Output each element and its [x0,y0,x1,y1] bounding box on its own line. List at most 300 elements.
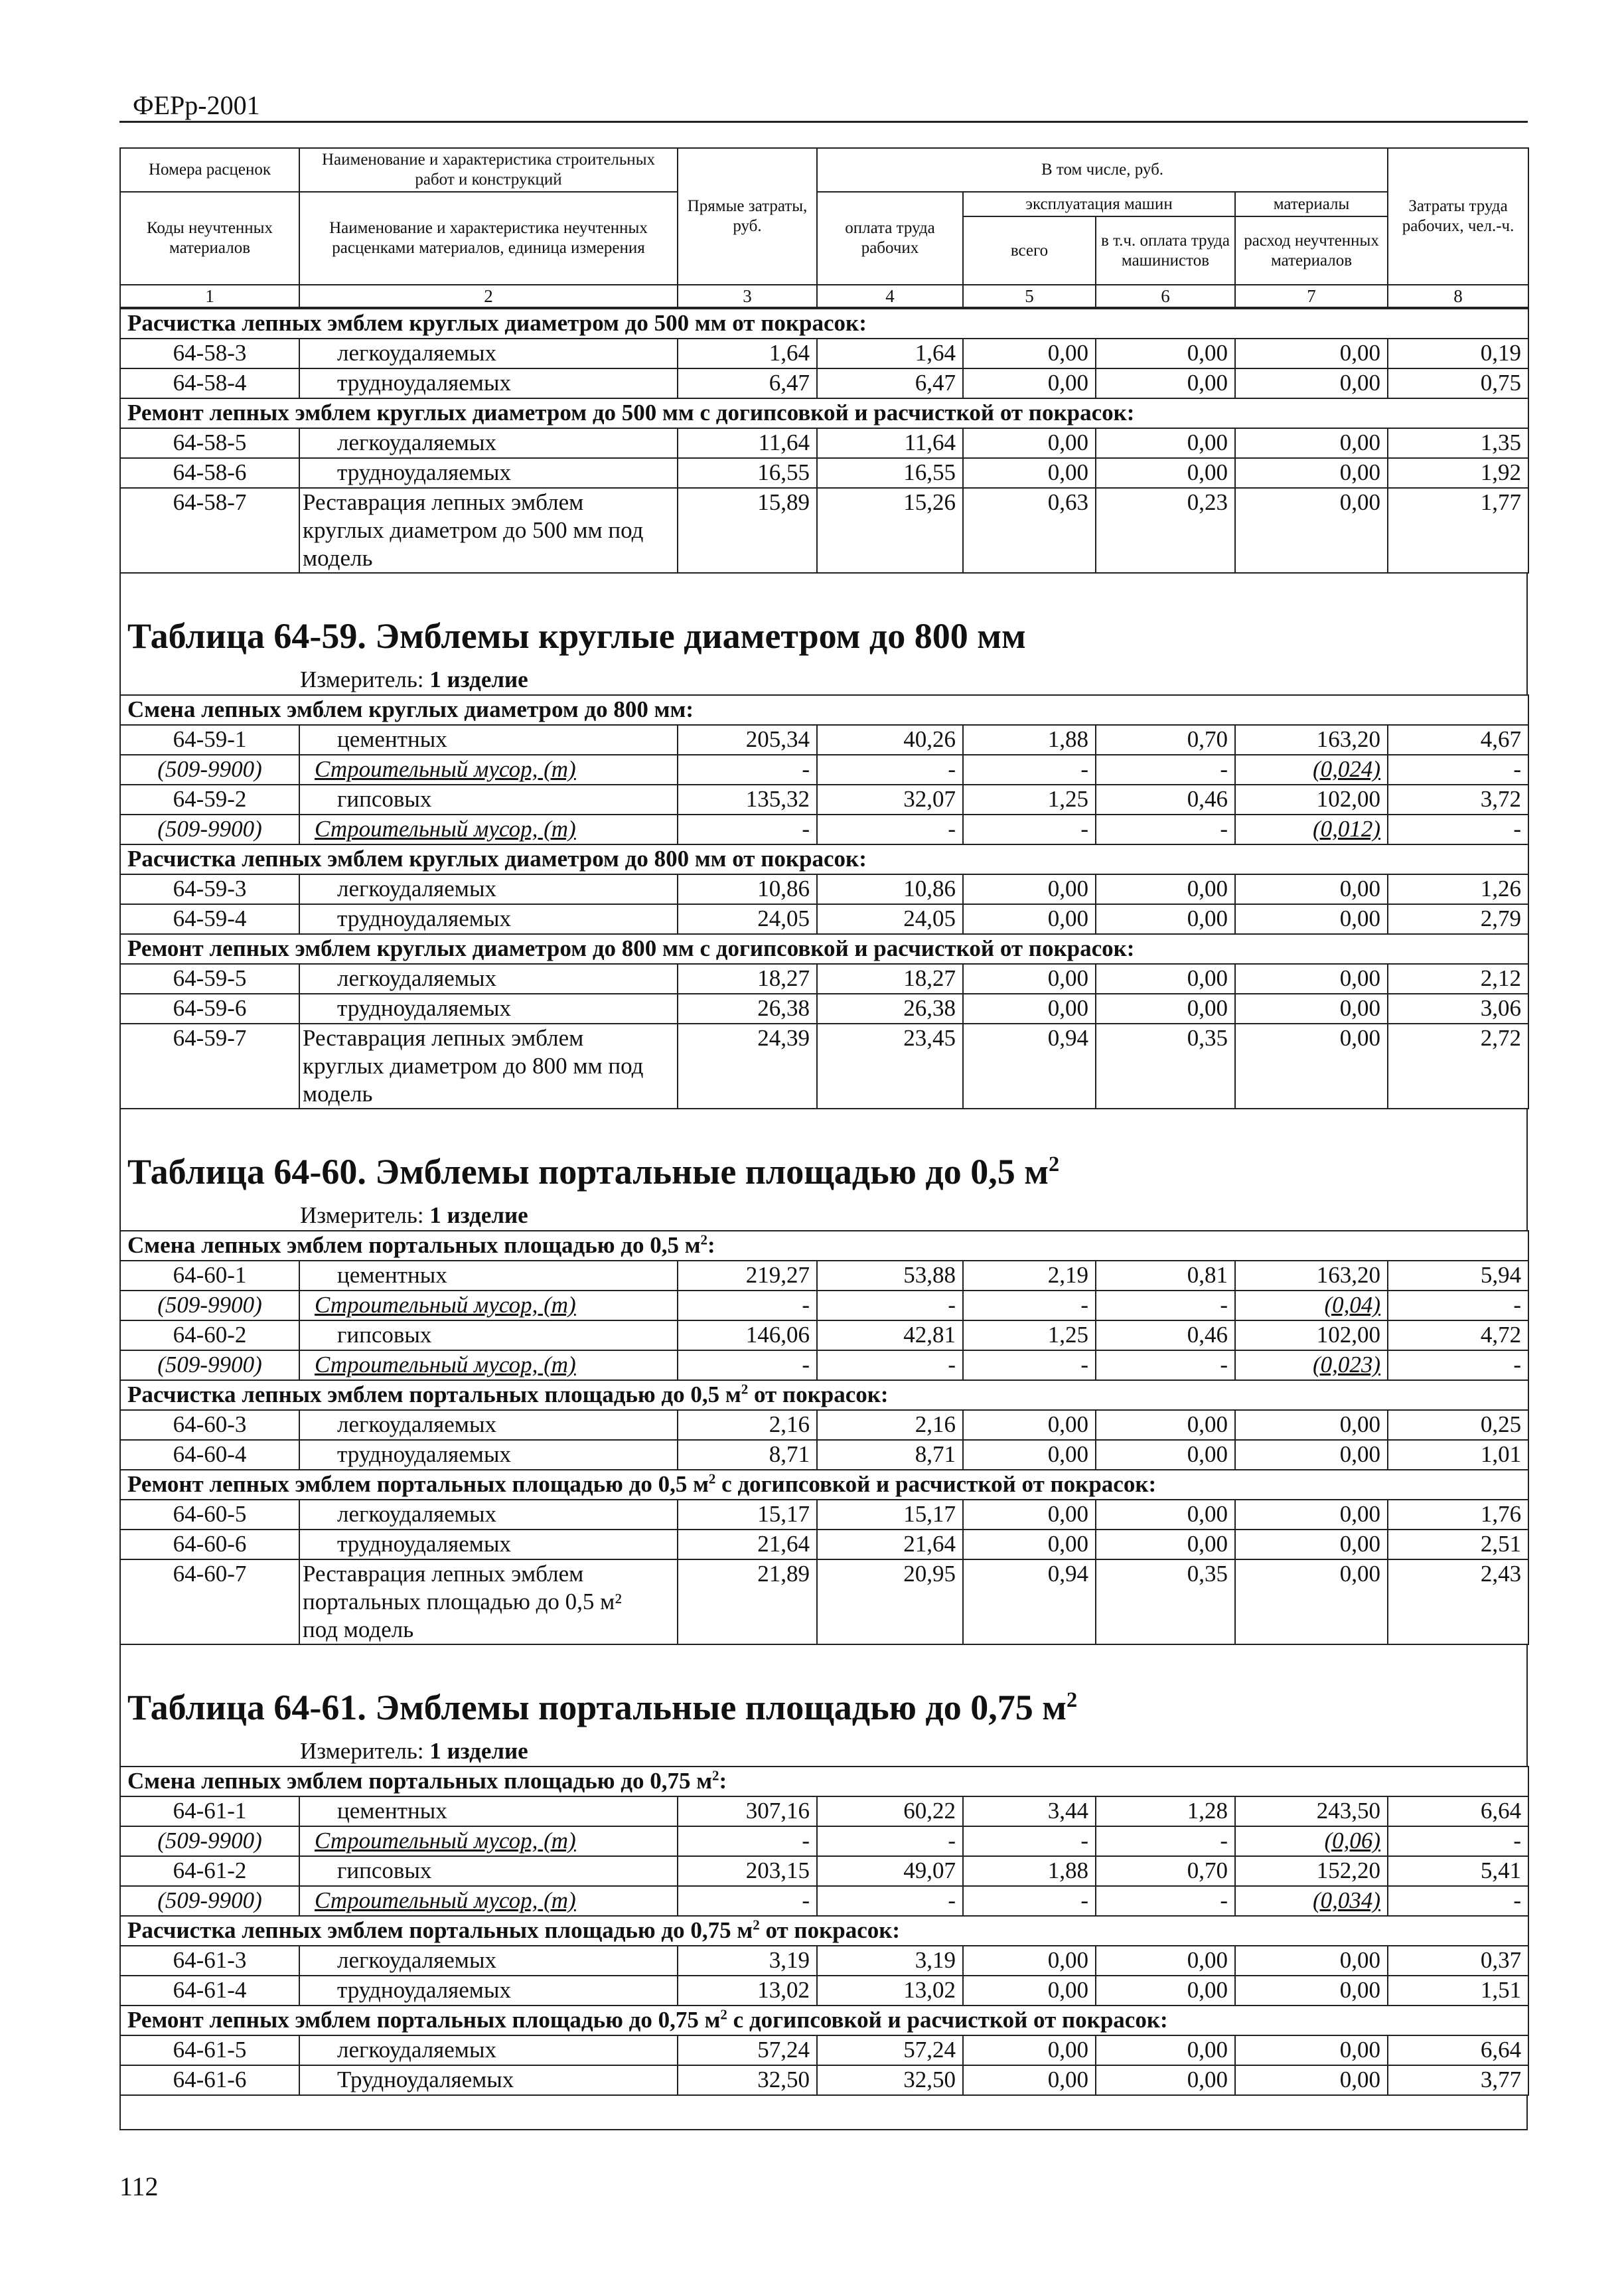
machinist-pay-value-text: 0,00 [1187,1977,1228,2003]
labor-hours-value [1388,368,1528,398]
rate-row [120,874,1528,904]
labor-pay-value-text: 1,64 [915,340,956,366]
machinist-pay-value-text: 0,00 [1187,995,1228,1021]
work-name-text: Строительный мусор, (т) [315,1352,576,1378]
section-heading-row [120,1470,1528,1500]
materials-value-text: (0,024) [1312,756,1380,782]
materials-value-text: (0,06) [1324,1828,1380,1853]
direct-cost-value [678,428,817,458]
machinist-pay-value [1096,1856,1235,1886]
work-name-text: трудноудаляемых [337,1531,511,1557]
work-name [299,2035,678,2065]
work-name-line: Реставрация лепных эмблем [303,1561,584,1587]
machines-total-value-text: 3,44 [1047,1798,1088,1824]
materials-value [1235,1826,1388,1856]
labor-hours-value [1388,1886,1528,1916]
labor-pay-value [817,1500,963,1530]
labor-hours-value-text: 4,67 [1480,726,1521,752]
work-name-text: Строительный мусор, (т) [315,1828,576,1853]
machines-total-value [963,368,1096,398]
labor-hours-value [1388,785,1528,815]
machinist-pay-value-text: 0,35 [1187,1025,1228,1051]
labor-hours-value [1388,428,1528,458]
machinist-pay-value [1096,1291,1235,1320]
direct-cost-value [678,1946,817,1976]
machines-total-value [963,1410,1096,1440]
machinist-pay-value [1096,964,1235,994]
labor-pay-value-text: - [948,816,956,842]
col-number: 1 [120,285,299,307]
labor-pay-value-text: - [948,1887,956,1913]
machinist-pay-value-text: 0,00 [1187,2067,1228,2092]
work-name [299,1500,678,1530]
section-heading-row [120,2006,1528,2035]
labor-hours-value-text: 2,79 [1480,906,1521,931]
work-name [299,1796,678,1826]
machines-total-value [963,1559,1096,1644]
labor-hours-value-text: 0,75 [1480,370,1522,396]
machines-total-value-text: 0,00 [1047,1531,1088,1557]
work-name [299,368,678,398]
section-heading-superscript: 2 [741,1381,749,1397]
labor-hours-value [1388,488,1528,573]
machines-total-value-text: 0,00 [1047,1441,1088,1467]
materials-value-text: 0,00 [1339,965,1380,991]
materials-value-text: 163,20 [1316,726,1380,752]
materials-value-text: 0,00 [1339,995,1380,1021]
direct-cost-value [678,1350,817,1380]
machines-total-value [963,1320,1096,1350]
page-number: 112 [119,2171,159,2201]
rates-table [119,1230,1529,1645]
direct-cost-value [678,1440,817,1470]
machinist-pay-value-text: 0,46 [1187,786,1228,812]
direct-cost-value [678,904,817,934]
materials-value [1235,1291,1388,1320]
rate-row [120,1856,1528,1886]
machinist-pay-value-text: 0,00 [1187,430,1228,455]
section-heading-superscript: 2 [712,1767,719,1784]
machines-total-value [963,1826,1096,1856]
materials-value [1235,1261,1388,1291]
measure-label: Измеритель: [300,667,424,692]
machines-total-value-text: 0,00 [1047,2037,1088,2063]
col-header-machine-operation: эксплуатация машин [963,192,1235,216]
work-name [299,2065,678,2095]
materials-value [1235,815,1388,844]
direct-cost-value-text: 16,55 [757,459,810,485]
rate-code: 64-61-1 [120,1796,299,1826]
machinist-pay-value [1096,725,1235,755]
labor-pay-value-text: 60,22 [903,1798,956,1824]
labor-hours-value-text: 2,43 [1480,1561,1522,1587]
machines-total-value-text: 0,00 [1047,1977,1088,2003]
col-header-unaccounted-codes: Коды неучтенных материалов [120,192,299,285]
labor-pay-value [817,339,963,368]
labor-pay-value [817,1410,963,1440]
labor-hours-value [1388,1946,1528,1976]
labor-pay-value-text: 15,17 [903,1501,956,1527]
direct-cost-value-text: 11,64 [758,430,810,455]
materials-value [1235,458,1388,488]
machinist-pay-value [1096,1826,1235,1856]
work-name [299,874,678,904]
work-name [299,339,678,368]
labor-pay-value-text: 3,19 [915,1947,956,1973]
work-name-text: легкоудаляемых [337,340,496,366]
col-header-labor-pay: оплата труда рабочих [817,192,963,285]
labor-pay-value [817,1886,963,1916]
materials-value-text: 0,00 [1339,876,1380,902]
labor-pay-value [817,994,963,1024]
work-name [299,1261,678,1291]
machines-total-value [963,815,1096,844]
work-name-text: легкоудаляемых [337,965,496,991]
machinist-pay-value-text: 0,00 [1187,459,1228,485]
rate-code: 64-60-6 [120,1530,299,1559]
machinist-pay-value-text: 0,70 [1187,726,1228,752]
direct-cost-value [678,1826,817,1856]
work-name [299,1350,678,1380]
rate-row [120,368,1528,398]
direct-cost-value-text: 21,89 [757,1561,810,1587]
material-code: (509-9900) [120,1826,299,1856]
labor-pay-value-text: 18,27 [903,965,956,991]
labor-hours-value [1388,904,1528,934]
section-heading-tail: : [719,1768,727,1794]
machines-total-value-text: - [1080,1292,1088,1318]
labor-hours-value-text: 6,64 [1480,1798,1522,1824]
labor-hours-value [1388,964,1528,994]
material-code: (509-9900) [120,755,299,785]
materials-value-text: (0,023) [1312,1352,1380,1378]
work-name-text: гипсовых [337,1322,432,1348]
direct-cost-value-text: 135,32 [745,786,810,812]
materials-value-text: 0,00 [1339,489,1380,515]
labor-hours-value [1388,1530,1528,1559]
section-heading-text: Ремонт лепных эмблем круглых диаметром до 800 мм с догипсовкой и расчисткой от покрасок: [127,935,1135,961]
labor-pay-value [817,1856,963,1886]
work-name-line: модель [303,1081,373,1107]
col-number: 2 [299,285,678,307]
machines-total-value [963,994,1096,1024]
machinist-pay-value-text: 0,00 [1187,2037,1228,2063]
labor-hours-value [1388,725,1528,755]
materials-value [1235,368,1388,398]
machines-total-value-text: 0,63 [1047,489,1088,515]
labor-hours-value-text: 2,51 [1480,1531,1522,1557]
table-title [119,599,1528,665]
labor-pay-value-text: - [948,1352,956,1378]
work-name-line: Реставрация лепных эмблем [303,489,584,515]
machinist-pay-value [1096,874,1235,904]
direct-cost-value [678,339,817,368]
section-heading-text: Расчистка лепных эмблем портальных площадью до 0,75 м [127,1917,753,1943]
work-name [299,1320,678,1350]
machinist-pay-value [1096,815,1235,844]
rate-row [120,1500,1528,1530]
rate-code: 64-59-7 [120,1024,299,1109]
labor-pay-value [817,964,963,994]
rate-code: 64-61-3 [120,1946,299,1976]
labor-pay-value-text: 21,64 [903,1531,956,1557]
work-name-line: круглых диаметром до 500 мм под [303,517,644,543]
labor-pay-value [817,725,963,755]
section-heading-text: Смена лепных эмблем портальных площадью до 0,75 м [127,1768,713,1794]
machinist-pay-value [1096,1350,1235,1380]
machines-total-value [963,1886,1096,1916]
direct-cost-value-text: 10,86 [757,876,810,902]
materials-value [1235,1976,1388,2006]
work-name [299,904,678,934]
labor-hours-value-text: 5,41 [1480,1857,1522,1883]
machinist-pay-value-text: 0,81 [1187,1262,1228,1288]
work-name-line: под модель [303,1616,414,1642]
materials-value-text: 0,00 [1339,459,1380,485]
section-heading-text: Расчистка лепных эмблем портальных площадью до 0,5 м [127,1381,741,1407]
work-name-text: Строительный мусор, (т) [315,1292,576,1318]
materials-value-text: 0,00 [1339,1561,1380,1587]
work-name-line: круглых диаметром до 800 мм под [303,1053,644,1079]
section-heading-superscript: 2 [720,2006,727,2023]
machines-total-value [963,2065,1096,2095]
rate-code: 64-58-7 [120,488,299,573]
rate-row [120,1440,1528,1470]
section-heading [120,1916,1528,1946]
direct-cost-value-text: 32,50 [757,2067,810,2092]
labor-pay-value-text: 53,88 [903,1262,956,1288]
machines-total-value-text: 0,00 [1047,876,1088,902]
col-number: 5 [963,285,1096,307]
machinist-pay-value [1096,2065,1235,2095]
section-heading-row [120,1916,1528,1946]
rate-row [120,428,1528,458]
materials-value [1235,725,1388,755]
direct-cost-value-text: - [802,1828,810,1853]
direct-cost-value-text: 13,02 [757,1977,810,2003]
work-name-text: Трудноудаляемых [337,2067,514,2092]
labor-hours-value-text: - [1513,1352,1522,1378]
machines-total-value-text: 2,19 [1047,1262,1088,1288]
section-heading-text: Ремонт лепных эмблем портальных площадью до 0,5 м [127,1471,709,1497]
direct-cost-value-text: 15,89 [757,489,810,515]
machines-total-value-text: 1,25 [1047,786,1088,812]
labor-hours-value [1388,1410,1528,1440]
direct-cost-value-text: - [802,756,810,782]
rate-row [120,1320,1528,1350]
materials-value [1235,428,1388,458]
labor-pay-value [817,1530,963,1559]
work-name-text: легкоудаляемых [337,876,496,902]
work-name-text: Строительный мусор, (т) [315,1887,576,1913]
labor-pay-value-text: - [948,1828,956,1853]
direct-cost-value [678,1500,817,1530]
section-heading [120,2006,1528,2035]
machines-total-value [963,964,1096,994]
labor-pay-value-text: 23,45 [903,1025,956,1051]
work-name [299,1856,678,1886]
labor-pay-value [817,1320,963,1350]
machines-total-value [963,428,1096,458]
machines-total-value [963,458,1096,488]
rate-row [120,488,1528,573]
machines-total-value [963,1530,1096,1559]
labor-hours-value-text: - [1513,1828,1522,1853]
direct-cost-value [678,2065,817,2095]
direct-cost-value [678,1261,817,1291]
machines-total-value [963,904,1096,934]
machinist-pay-value-text: - [1220,1292,1228,1318]
labor-hours-value [1388,2035,1528,2065]
machinist-pay-value-text: - [1220,1828,1228,1853]
materials-value [1235,1320,1388,1350]
work-name [299,1291,678,1320]
machines-total-value-text: 0,00 [1047,965,1088,991]
section-heading-row [120,695,1528,725]
labor-pay-value [817,368,963,398]
materials-value [1235,1886,1388,1916]
rate-code: 64-58-4 [120,368,299,398]
materials-value [1235,785,1388,815]
machinist-pay-value [1096,785,1235,815]
labor-hours-value-text: 3,72 [1480,786,1521,812]
section-heading-text: Ремонт лепных эмблем круглых диаметром до 500 мм с догипсовкой и расчисткой от покрасок: [127,400,1135,426]
labor-pay-value-text: 42,81 [903,1322,956,1348]
machines-total-value-text: 0,00 [1047,1501,1088,1527]
rate-code: 64-60-2 [120,1320,299,1350]
machinist-pay-value-text: 0,00 [1187,1531,1228,1557]
section-heading-tail: с догипсовкой и расчисткой от покрасок: [715,1471,1157,1497]
materials-value-text: (0,04) [1324,1292,1380,1318]
measure-label: Измеритель: [300,1738,424,1764]
labor-hours-value [1388,1856,1528,1886]
work-name [299,458,678,488]
machines-total-value-text: 1,88 [1047,1857,1088,1883]
machinist-pay-value-text: 0,00 [1187,1411,1228,1437]
rates-table [119,694,1529,1109]
direct-cost-value-text: - [802,1352,810,1378]
rate-row [120,785,1528,815]
rate-row [120,964,1528,994]
machinist-pay-value [1096,1410,1235,1440]
machines-total-value [963,1976,1096,2006]
labor-hours-value-text: - [1513,1292,1522,1318]
materials-value [1235,755,1388,785]
measure-label: Измеритель: [300,1202,424,1228]
machines-total-value [963,1024,1096,1109]
labor-pay-value-text: 11,64 [904,430,956,455]
rate-code: 64-61-2 [120,1856,299,1886]
section-heading-row [120,1231,1528,1261]
labor-hours-value-text: - [1513,816,1521,842]
col-header-machines-total: всего [963,216,1096,285]
material-row [120,1350,1528,1380]
section-heading [120,844,1528,874]
machinist-pay-value [1096,488,1235,573]
direct-cost-value [678,785,817,815]
direct-cost-value [678,1410,817,1440]
work-name-line: модель [303,545,373,571]
work-name-line: Реставрация лепных эмблем [303,1025,584,1051]
machines-total-value-text: - [1080,1352,1088,1378]
work-name-text: трудноудаляемых [337,1441,511,1467]
machines-total-value [963,488,1096,573]
rate-row [120,1530,1528,1559]
machinist-pay-value [1096,1530,1235,1559]
col-header-direct-costs: Прямые затраты, руб. [678,148,817,285]
labor-hours-value-text: 6,64 [1480,2037,1522,2063]
rate-row [120,1261,1528,1291]
machinist-pay-value-text: 0,00 [1187,1441,1228,1467]
materials-value-text: 0,00 [1339,340,1380,366]
labor-hours-value-text: 1,26 [1480,876,1521,902]
labor-hours-value-text: 2,12 [1480,965,1521,991]
direct-cost-value [678,1291,817,1320]
rate-row [120,1559,1528,1644]
work-name [299,1559,678,1644]
rate-row [120,1796,1528,1826]
materials-value-text: 0,00 [1339,2037,1380,2063]
work-name-text: Строительный мусор, (т) [315,816,576,842]
col-number: 8 [1388,285,1528,307]
labor-hours-value [1388,815,1528,844]
direct-cost-value [678,2035,817,2065]
materials-value [1235,1024,1388,1109]
labor-pay-value [817,785,963,815]
work-name [299,964,678,994]
rate-row [120,1946,1528,1976]
machines-total-value [963,2035,1096,2065]
labor-pay-value [817,458,963,488]
direct-cost-value-text: - [802,1887,810,1913]
machinist-pay-value-text: - [1220,756,1228,782]
machines-total-value [963,1500,1096,1530]
work-name-text: Строительный мусор, (т) [315,756,576,782]
machinist-pay-value-text: 0,00 [1187,1947,1228,1973]
rates-table [119,308,1529,574]
direct-cost-value [678,488,817,573]
materials-value-text: 0,00 [1339,1977,1380,2003]
rate-code: 64-58-6 [120,458,299,488]
machines-total-value [963,1946,1096,1976]
labor-hours-value [1388,1796,1528,1826]
labor-hours-value [1388,1500,1528,1530]
work-name [299,725,678,755]
section-heading [120,1470,1528,1500]
section-heading-row [120,398,1528,428]
direct-cost-value [678,1856,817,1886]
direct-cost-value-text: 3,19 [769,1947,810,1973]
machines-total-value [963,339,1096,368]
labor-pay-value [817,904,963,934]
table-title [119,1135,1528,1201]
work-name-text: цементных [337,726,447,752]
direct-cost-value [678,994,817,1024]
rates-table-frame [119,147,1528,2130]
machinist-pay-value-text: - [1220,816,1228,842]
section-heading-tail: от покрасок: [759,1917,901,1943]
machinist-pay-value [1096,755,1235,785]
materials-value [1235,874,1388,904]
header-rule [119,121,1528,123]
rate-code: 64-59-6 [120,994,299,1024]
machinist-pay-value [1096,1976,1235,2006]
materials-value [1235,1796,1388,1826]
machinist-pay-value-text: 0,00 [1187,340,1228,366]
machines-total-value [963,785,1096,815]
labor-pay-value-text: 24,05 [903,906,956,931]
labor-pay-value [817,2035,963,2065]
